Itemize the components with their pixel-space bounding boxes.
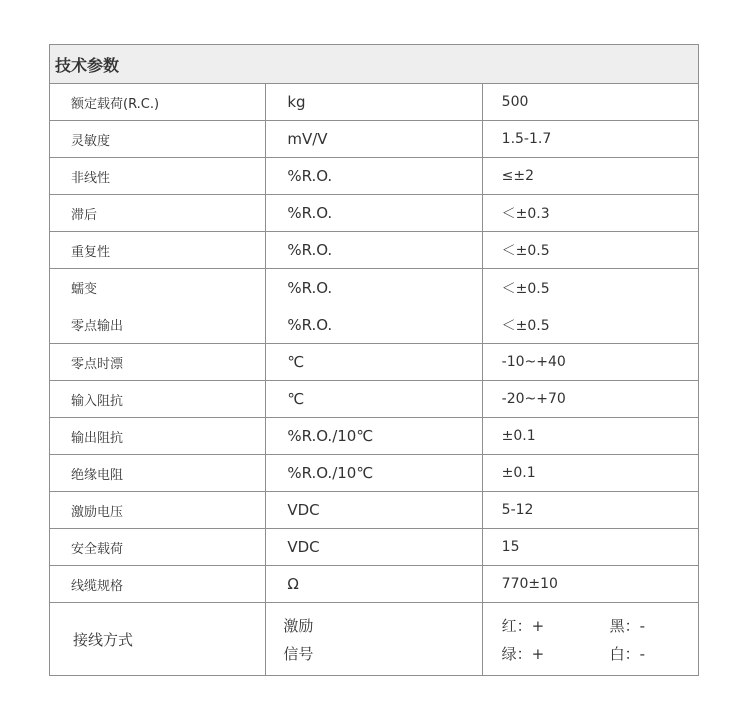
param-unit: ℃: [266, 344, 482, 381]
table-row: [50, 344, 699, 381]
param-value: ±0.1: [482, 418, 698, 455]
table-row: [50, 158, 699, 195]
wiring-label: 信号: [283, 644, 314, 663]
wiring-values: [502, 611, 698, 667]
spec-table: [49, 44, 699, 676]
param-value: 500: [482, 84, 698, 121]
wiring-value: 红：+: [501, 616, 545, 635]
param-name: 非线性: [50, 158, 266, 195]
param-unit: VDC: [266, 529, 482, 566]
param-name: 蠕变: [71, 282, 98, 297]
param-name: 零点输出: [71, 319, 124, 334]
param-name: 重复性: [50, 232, 266, 269]
table-row: [50, 492, 699, 529]
param-value: ＜±0.5: [501, 280, 550, 297]
param-value: 15: [482, 529, 698, 566]
wiring-value: 白：-: [609, 644, 646, 663]
param-value: ＜±0.5: [501, 317, 550, 334]
param-value: ＜±0.3: [482, 195, 698, 232]
table-row: [50, 121, 699, 158]
param-name: 滞后: [50, 195, 266, 232]
param-name-cell: [50, 269, 266, 344]
param-unit: mV/V: [266, 121, 482, 158]
wiring-values-cell: [482, 603, 698, 676]
table-row-merged: [50, 269, 699, 344]
param-unit: kg: [266, 84, 482, 121]
param-value: ＜±0.5: [482, 232, 698, 269]
table-title: 技术参数: [50, 45, 699, 84]
param-unit: %R.O.: [266, 195, 482, 232]
param-unit: %R.O.: [266, 158, 482, 195]
param-value: -20~+70: [482, 381, 698, 418]
table-title-row: [50, 45, 699, 84]
param-name: 输入阻抗: [50, 381, 266, 418]
wiring-labels-cell: [266, 603, 482, 676]
table-row: [50, 381, 699, 418]
table-row: [50, 84, 699, 121]
table-row: [50, 529, 699, 566]
param-name: 灵敏度: [50, 121, 266, 158]
table-row-wiring: [50, 603, 699, 676]
table-row: [50, 195, 699, 232]
param-unit: %R.O.: [266, 232, 482, 269]
wiring-label: 激励: [283, 616, 314, 635]
wiring-value: 黑：-: [609, 616, 646, 635]
wiring-name: 接线方式: [50, 603, 266, 676]
param-unit: %R.O./10℃: [266, 455, 482, 492]
param-name: 线缆规格: [50, 566, 266, 603]
param-name: 额定载荷(R.C.): [50, 84, 266, 121]
param-name: 绝缘电阻: [50, 455, 266, 492]
wiring-value: 绿：+: [501, 644, 545, 663]
param-value-cell: [482, 269, 698, 344]
param-value: 770±10: [482, 566, 698, 603]
param-unit: %R.O.: [287, 315, 333, 334]
table-row: [50, 566, 699, 603]
param-name: 激励电压: [50, 492, 266, 529]
table-row: [50, 455, 699, 492]
param-value: ±0.1: [482, 455, 698, 492]
table-row: [50, 232, 699, 269]
param-value: 5-12: [482, 492, 698, 529]
param-unit: %R.O./10℃: [266, 418, 482, 455]
param-value: -10~+40: [482, 344, 698, 381]
param-name: 输出阻抗: [50, 418, 266, 455]
param-unit: ℃: [266, 381, 482, 418]
param-unit-cell: [266, 269, 482, 344]
table-row: [50, 418, 699, 455]
param-unit: %R.O.: [287, 278, 333, 297]
param-unit: Ω: [266, 566, 482, 603]
param-value: 1.5-1.7: [482, 121, 698, 158]
param-name: 零点时漂: [50, 344, 266, 381]
param-unit: VDC: [266, 492, 482, 529]
param-value: ≤±2: [482, 158, 698, 195]
param-name: 安全载荷: [50, 529, 266, 566]
